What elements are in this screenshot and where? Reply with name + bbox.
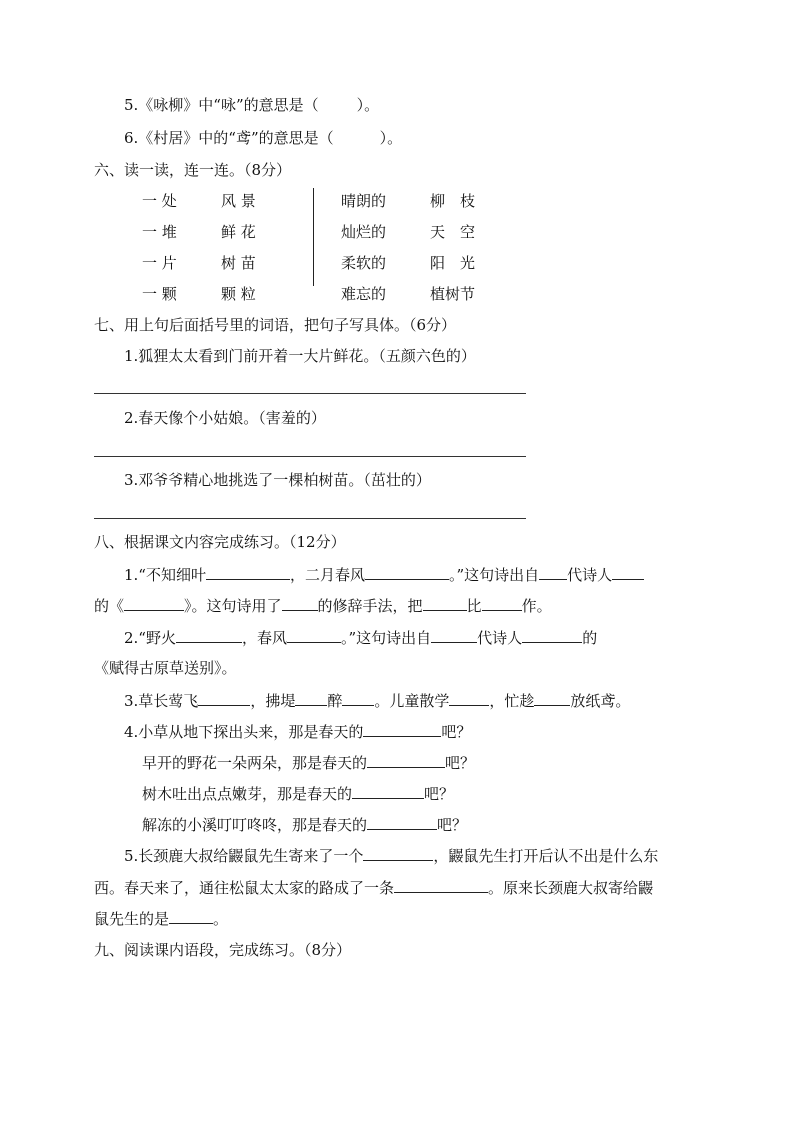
s8-q2-text: 。”这句诗出自 [341, 629, 432, 647]
s8-q1-text: 的修辞手法，把 [317, 597, 423, 615]
s8-q4-suffix: 吧？ [445, 754, 476, 772]
s8-q4-line2 [142, 752, 475, 773]
s8-q1-text: 。”这句诗出自 [449, 566, 540, 584]
answer-line-1[interactable] [94, 393, 526, 394]
s8-q4-suffix: 吧？ [437, 816, 468, 834]
fill-blank[interactable] [539, 564, 567, 580]
s8-q1-text: 》。这句诗用了 [184, 597, 282, 615]
match-right-adjective: 晴朗的 [341, 192, 387, 210]
s8-q1-text: 的《 [94, 597, 125, 615]
s8-q1-text: 1.“不知细叶 [124, 566, 206, 584]
match-right-noun[interactable]: 柳 枝 [430, 192, 476, 210]
s8-q2-text: 2.“野火 [124, 629, 176, 647]
s8-q3-text: 醉 [327, 692, 343, 710]
match-right-adjective: 灿烂的 [341, 223, 387, 241]
s8-q3-text: ，拂堤 [250, 692, 296, 710]
s8-q1-line2 [94, 595, 552, 616]
question-5-line [124, 95, 379, 115]
match-right-adjective: 难忘的 [341, 285, 387, 303]
fill-blank[interactable] [394, 877, 488, 893]
s8-q4-text: 早开的野花一朵两朵，那是春天的 [142, 754, 368, 772]
s8-q1-text: ，二月春风 [289, 566, 365, 584]
s8-q5-text: 鼠先生的是 [94, 910, 170, 928]
answer-line-2[interactable] [94, 456, 526, 457]
fill-blank[interactable] [282, 595, 318, 611]
s8-q3-text: 。儿童散学 [374, 692, 450, 710]
fill-blank[interactable] [423, 595, 467, 611]
s8-q4-line3 [142, 783, 454, 804]
fill-blank[interactable] [431, 627, 477, 643]
fill-blank[interactable] [352, 783, 424, 799]
match-left-quantifier: 一 处 [142, 192, 177, 210]
fill-blank[interactable] [363, 721, 441, 737]
fill-blank[interactable] [612, 564, 644, 580]
fill-blank[interactable] [367, 752, 445, 768]
s8-q1-text: 比 [466, 597, 482, 615]
s8-q4-line1 [124, 721, 471, 742]
s8-q3-text: 3.草长莺飞 [124, 692, 199, 710]
question-6-close: ）。 [379, 129, 403, 147]
match-left-noun[interactable]: 鲜 花 [221, 223, 256, 241]
fill-blank[interactable] [363, 845, 433, 861]
rewrite-item-2: 2.春天像个小姑娘。（害羞的） [124, 409, 326, 427]
s8-q5-text: ，鼹鼠先生打开后认不出是什么东 [433, 847, 659, 865]
s8-q5-line1 [124, 845, 658, 866]
fill-blank[interactable] [124, 595, 184, 611]
question-6-text: 6.《村居》中的“鸢”的意思是（ [124, 129, 334, 147]
fill-blank[interactable] [206, 564, 290, 580]
fill-blank[interactable] [482, 595, 522, 611]
s8-q4-text: 树木吐出点点嫩芽，那是春天的 [142, 785, 353, 803]
question-6-line [124, 128, 402, 148]
s8-q2-text: 的 [582, 629, 598, 647]
s8-q2-text: ，春风 [241, 629, 287, 647]
fill-blank[interactable] [287, 627, 341, 643]
fill-blank[interactable] [198, 690, 250, 706]
s8-q3-text: 放纸鸢。 [570, 692, 631, 710]
s8-q5-line3 [94, 908, 228, 929]
s8-q1-text: 代诗人 [567, 566, 613, 584]
s8-q2-text: 代诗人 [477, 629, 523, 647]
fill-blank[interactable] [342, 690, 374, 706]
fill-blank[interactable] [449, 690, 489, 706]
match-right-noun[interactable]: 天 空 [430, 223, 476, 241]
match-left-noun[interactable]: 风 景 [221, 192, 256, 210]
s8-q5-text: 。 [213, 910, 229, 928]
s8-q5-text: 5.长颈鹿大叔给鼹鼠先生寄来了一个 [124, 847, 364, 865]
s8-q4-line4 [142, 814, 467, 835]
match-left-quantifier: 一 片 [142, 254, 177, 272]
s8-q1-line1 [124, 564, 644, 585]
fill-blank[interactable] [365, 564, 449, 580]
s8-q3-text: ，忙趁 [489, 692, 535, 710]
match-left-noun[interactable]: 颗 粒 [221, 285, 256, 303]
column-divider [313, 188, 314, 286]
fill-blank[interactable] [295, 690, 327, 706]
match-right-adjective: 柔软的 [341, 254, 387, 272]
s8-q4-suffix: 吧？ [441, 723, 472, 741]
s8-q4-suffix: 吧？ [424, 785, 455, 803]
fill-blank[interactable] [176, 627, 242, 643]
fill-blank[interactable] [522, 627, 582, 643]
fill-blank[interactable] [169, 908, 213, 924]
match-right-noun[interactable]: 植树节 [430, 285, 476, 303]
s8-q5-line2 [94, 877, 653, 898]
section-9-heading: 九、阅读课内语段，完成练习。（8分） [94, 941, 352, 959]
rewrite-item-1: 1.狐狸太太看到门前开着一大片鲜花。（五颜六色的） [124, 347, 476, 365]
s8-q1-text: 作。 [521, 597, 552, 615]
section-8-heading: 八、根据课文内容完成练习。（12分） [94, 533, 346, 551]
s8-q2-line2: 《赋得古原草送别》。 [94, 659, 237, 677]
match-left-noun[interactable]: 树 苗 [221, 254, 256, 272]
s8-q3-line [124, 690, 630, 711]
s8-q5-text: 。原来长颈鹿大叔寄给鼹 [488, 879, 654, 897]
section-6-heading: 六、读一读，连一连。（8分） [94, 161, 292, 179]
section-7-heading: 七、用上句后面括号里的词语，把句子写具体。（6分） [94, 316, 457, 334]
rewrite-item-3: 3.邓爷爷精心地挑选了一棵柏树苗。（茁壮的） [124, 471, 431, 489]
question-5-close: ）。 [356, 96, 380, 114]
match-left-quantifier: 一 颗 [142, 285, 177, 303]
fill-blank[interactable] [534, 690, 570, 706]
question-5-text: 5.《咏柳》中“咏”的意思是（ [124, 96, 319, 114]
s8-q5-text: 西。春天来了，通往松鼠太太家的路成了一条 [94, 879, 395, 897]
s8-q4-text: 4.小草从地下探出头来，那是春天的 [124, 723, 364, 741]
s8-q2-line1 [124, 627, 597, 648]
match-left-quantifier: 一 堆 [142, 223, 177, 241]
answer-line-3[interactable] [94, 518, 526, 519]
s8-q4-text: 解冻的小溪叮叮咚咚，那是春天的 [142, 816, 368, 834]
fill-blank[interactable] [367, 814, 437, 830]
match-right-noun[interactable]: 阳 光 [430, 254, 476, 272]
